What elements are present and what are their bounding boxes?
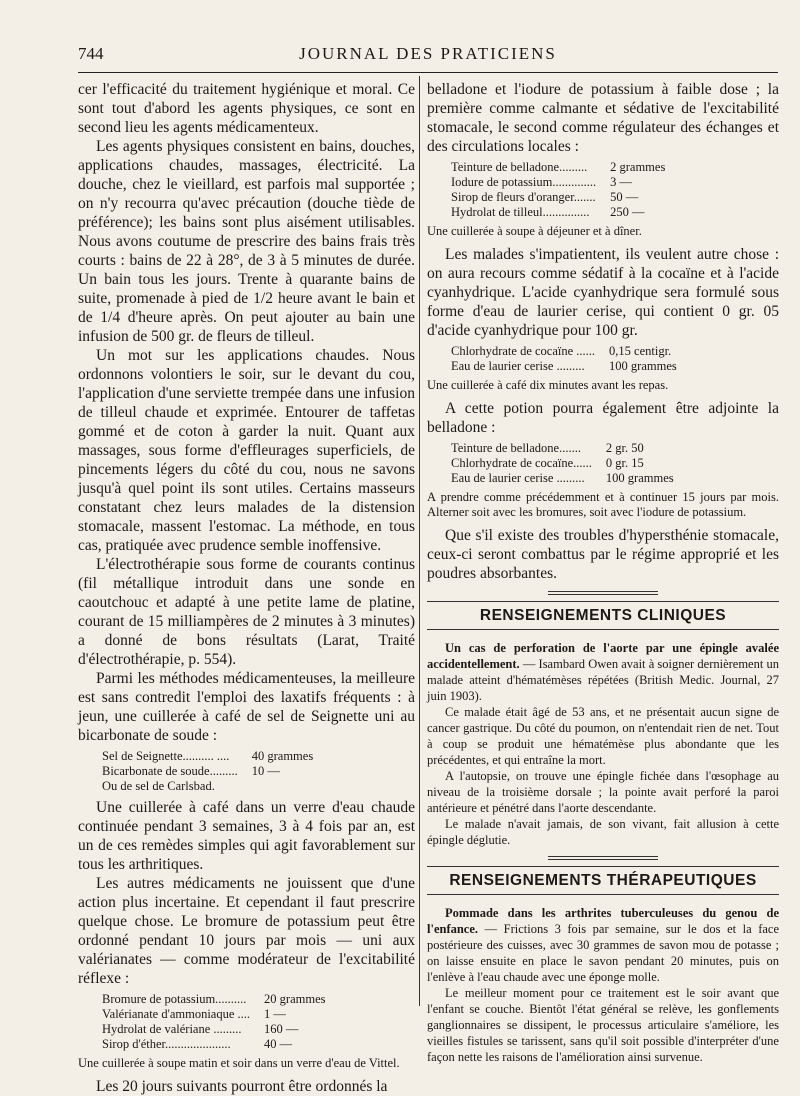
section-title: RENSEIGNEMENTS CLINIQUES [427,601,779,630]
prescription-row: Ou de sel de Carlsbad. [102,779,215,793]
article-paragraph [427,905,779,985]
paragraph: L'électrothérapie sous forme de courants continus (fil métallique introduit dans une sonde en caoutchouc et adapté à une petite lame de platine, courant de 15 milliampères de 2 minutes à 3 minutes) a donné de bons résultats (Larat, Traité d'électrothérapie, p. 554). [78,556,415,668]
paragraph: Parmi les méthodes médicamenteuses, la meilleure est sans contredit l'emploi des laxatifs fréquents : à jeun, une cuillerée à café de sel de Seignette uni au bicarbonate de soude : [78,670,415,744]
page-number: 744 [78,44,104,63]
prescription-row: Valérianate d'ammoniaque .... 1 — [102,1007,286,1021]
prescription-table [102,749,313,794]
paragraph: cer l'efficacité du traitement hygiénique et moral. Ce sont tout d'abord les agents physiques, ce sont en second lieu les agents médicamenteux. [78,81,415,136]
paragraph: Que s'il existe des troubles d'hypersthénie stomacale, ceux-ci seront combattus par le régime approprié et les poudres absorbantes. [427,527,779,582]
right-column [427,80,779,1065]
prescription-row: Iodure de potassium.............. 3 — [451,175,632,189]
left-column [78,80,415,1096]
prescription-row: Bromure de potassium.......... 20 grammes [102,992,326,1006]
prescription-note: Une cuillerée à café dix minutes avant les repas. [427,378,669,392]
prescription-row: Teinture de belladone....... 2 gr. 50 [451,441,644,455]
prescription-row: Bicarbonate de soude......... 10 — [102,764,280,778]
prescription-row: Chlorhydrate de cocaïne ...... 0,15 centigr. [451,344,672,358]
prescription-row: Eau de laurier cerise ......... 100 grammes [451,359,677,373]
page-header [78,44,778,68]
article-text: — Frictions 3 fois par semaine, sur le dos et la face postérieure des cuisses, avec 30 grammes de savon mou de potasse ; on laisse ensuite en place le savon pendant 20 minutes, puis on l'enlève à l'eau chaude avec une éponge molle. [427,922,779,984]
paragraph: A cette potion pourra également être adjointe la belladone : [427,400,779,436]
paragraph: Un mot sur les applications chaudes. Nous ordonnons volontiers le soir, sur le devant du cou, l'application d'une serviette trempée dans une infusion de tilleul chaude et exprimée. Entourer de taffetas gommé et de coton à garder la nuit. Quant aux massages, sous forme d'effleurages superficiels, de pincements légers du côté du cou, nous ne savons jusqu'à quel point ils sont utiles. Certains masseurs constatant chez leurs malades de la distension stomacale, massent l'estomac. La méthode, en tous cas, pratiquée avec prudence semble inoffensive. [78,347,415,554]
article-paragraph: Le malade n'avait jamais, de son vivant, fait allusion à cette épingle déglutie. [427,817,779,847]
paragraph: Les agents physiques consistent en bains, douches, applications chaudes, massages, électricité. La douche, chez le vieillard, est parfois mal supportée ; on n'y recourra qu'avec précaution (douche tiède de préférence); les bains sont plus aisément utilisables. Nous avons coutume de prescrire des bains frais très courts : bains de 22 à 28°, de 3 à 5 minutes de durée. Un bain tous les jours. Trente à quarante bains de suite, promenade à pied de 1/2 heure avant le bain et de 1/4 d'heure après. On peut ajouter au bain une infusion de 500 gr. de fleurs de tilleul. [78,138,415,345]
prescription-table [451,441,674,486]
section-rule [548,856,658,860]
prescription-row: Teinture de belladone......... 2 grammes [451,160,666,174]
column-divider [419,76,420,1006]
paragraph: Une cuillerée à café dans un verre d'eau chaude continuée pendant 3 semaines, 3 à 4 fois par an, est un de ces remèdes simples qui agit favorablement sur tous les arthritiques. [78,799,415,873]
prescription-table [451,344,677,374]
prescription-note: Une cuillerée à soupe à déjeuner et à dîner. [427,224,642,238]
prescription-note: A prendre comme précédemment et à continuer 15 jours par mois. Alterner soit avec les bromures, soit avec l'iodure de potassium. [427,490,779,519]
running-title: JOURNAL DES PRATICIENS [299,44,557,63]
section-rule [548,591,658,595]
header-rule [78,72,778,73]
prescription-row: Sirop d'éther..................... 40 — [102,1037,293,1051]
prescription-table [451,160,665,220]
paragraph: belladone et l'iodure de potassium à faible dose ; la première comme calmante et sédative de l'excitabilité stomacale, le second comme régulateur des échanges et des circulations locales : [427,81,779,155]
paragraph: Les autres médicaments ne jouissent que d'une action plus incertaine. Et cependant il faut prescrire quelque chose. Le bromure de potassium peut être ordonné pendant 10 jours par mois — uni aux valérianates — comme modérateur de l'excitabilité réflexe : [78,875,415,987]
article-paragraph: Le meilleur moment pour ce traitement est le soir avant que l'enfant se couche. Bientôt l'état général se relève, les gonflements ganglionnaires se dissipent, le processus articulaire s'améliore, les vieilles fistules se tarissent, sans qu'il soit possible d'interpréter d'une façon nette les raisons de l'amélioration ainsi survenue. [427,986,779,1064]
article-paragraph: Ce malade était âgé de 53 ans, et ne présentait aucun signe de cancer gastrique. Du côté du poumon, on n'entendait rien de net. Tout à coup se produit une hématémèse plus abondante que les précédentes, et qui entraîne la mort. [427,705,779,767]
prescription-row: Sirop de fleurs d'oranger....... 50 — [451,190,639,204]
prescription-row: Sel de Seignette.......... .... 40 grammes [102,749,314,763]
prescription-row: Hydrolat de tilleul............... 250 — [451,205,645,219]
article-text: — Isambard Owen avait à soigner dernièrement un malade atteint d'hématémèses répétées (British Medic. Journal, 27 juin 1903). [427,657,779,703]
prescription-row: Chlorhydrate de cocaïne...... 0 gr. 15 [451,456,644,470]
paragraph: Les malades s'impatientent, ils veulent autre chose : on aura recours comme sédatif à la cocaïne et à l'acide cyanhydrique. L'acide cyanhydrique sera formulé sous forme d'eau de laurier cerise, qui contient 0 gr. 05 d'acide cyanhydrique pour 100 gr. [427,246,779,339]
prescription-table [102,992,325,1052]
paragraph: Les 20 jours suivants pourront être ordonnés la [96,1078,388,1095]
prescription-row: Hydrolat de valériane ......... 160 — [102,1022,299,1036]
prescription-note: Une cuillerée à soupe matin et soir dans un verre d'eau de Vittel. [78,1056,400,1070]
article-lead: Un cas de perforation de l'aorte par une épingle avalée accidentellement. [427,641,779,671]
article-paragraph: A l'autopsie, on trouve une épingle fichée dans l'œsophage au niveau de la troisième dorsale ; la pointe avait perforé la paroi antérieure et pénétré dans l'aorte descendante. [427,769,779,815]
prescription-row: Eau de laurier cerise ......... 100 grammes [451,471,674,485]
article-paragraph [427,640,779,704]
article-lead: Pommade dans les arthrites tuberculeuses du genou de l'enfance. [427,906,779,936]
section-title: RENSEIGNEMENTS THÉRAPEUTIQUES [427,866,779,895]
